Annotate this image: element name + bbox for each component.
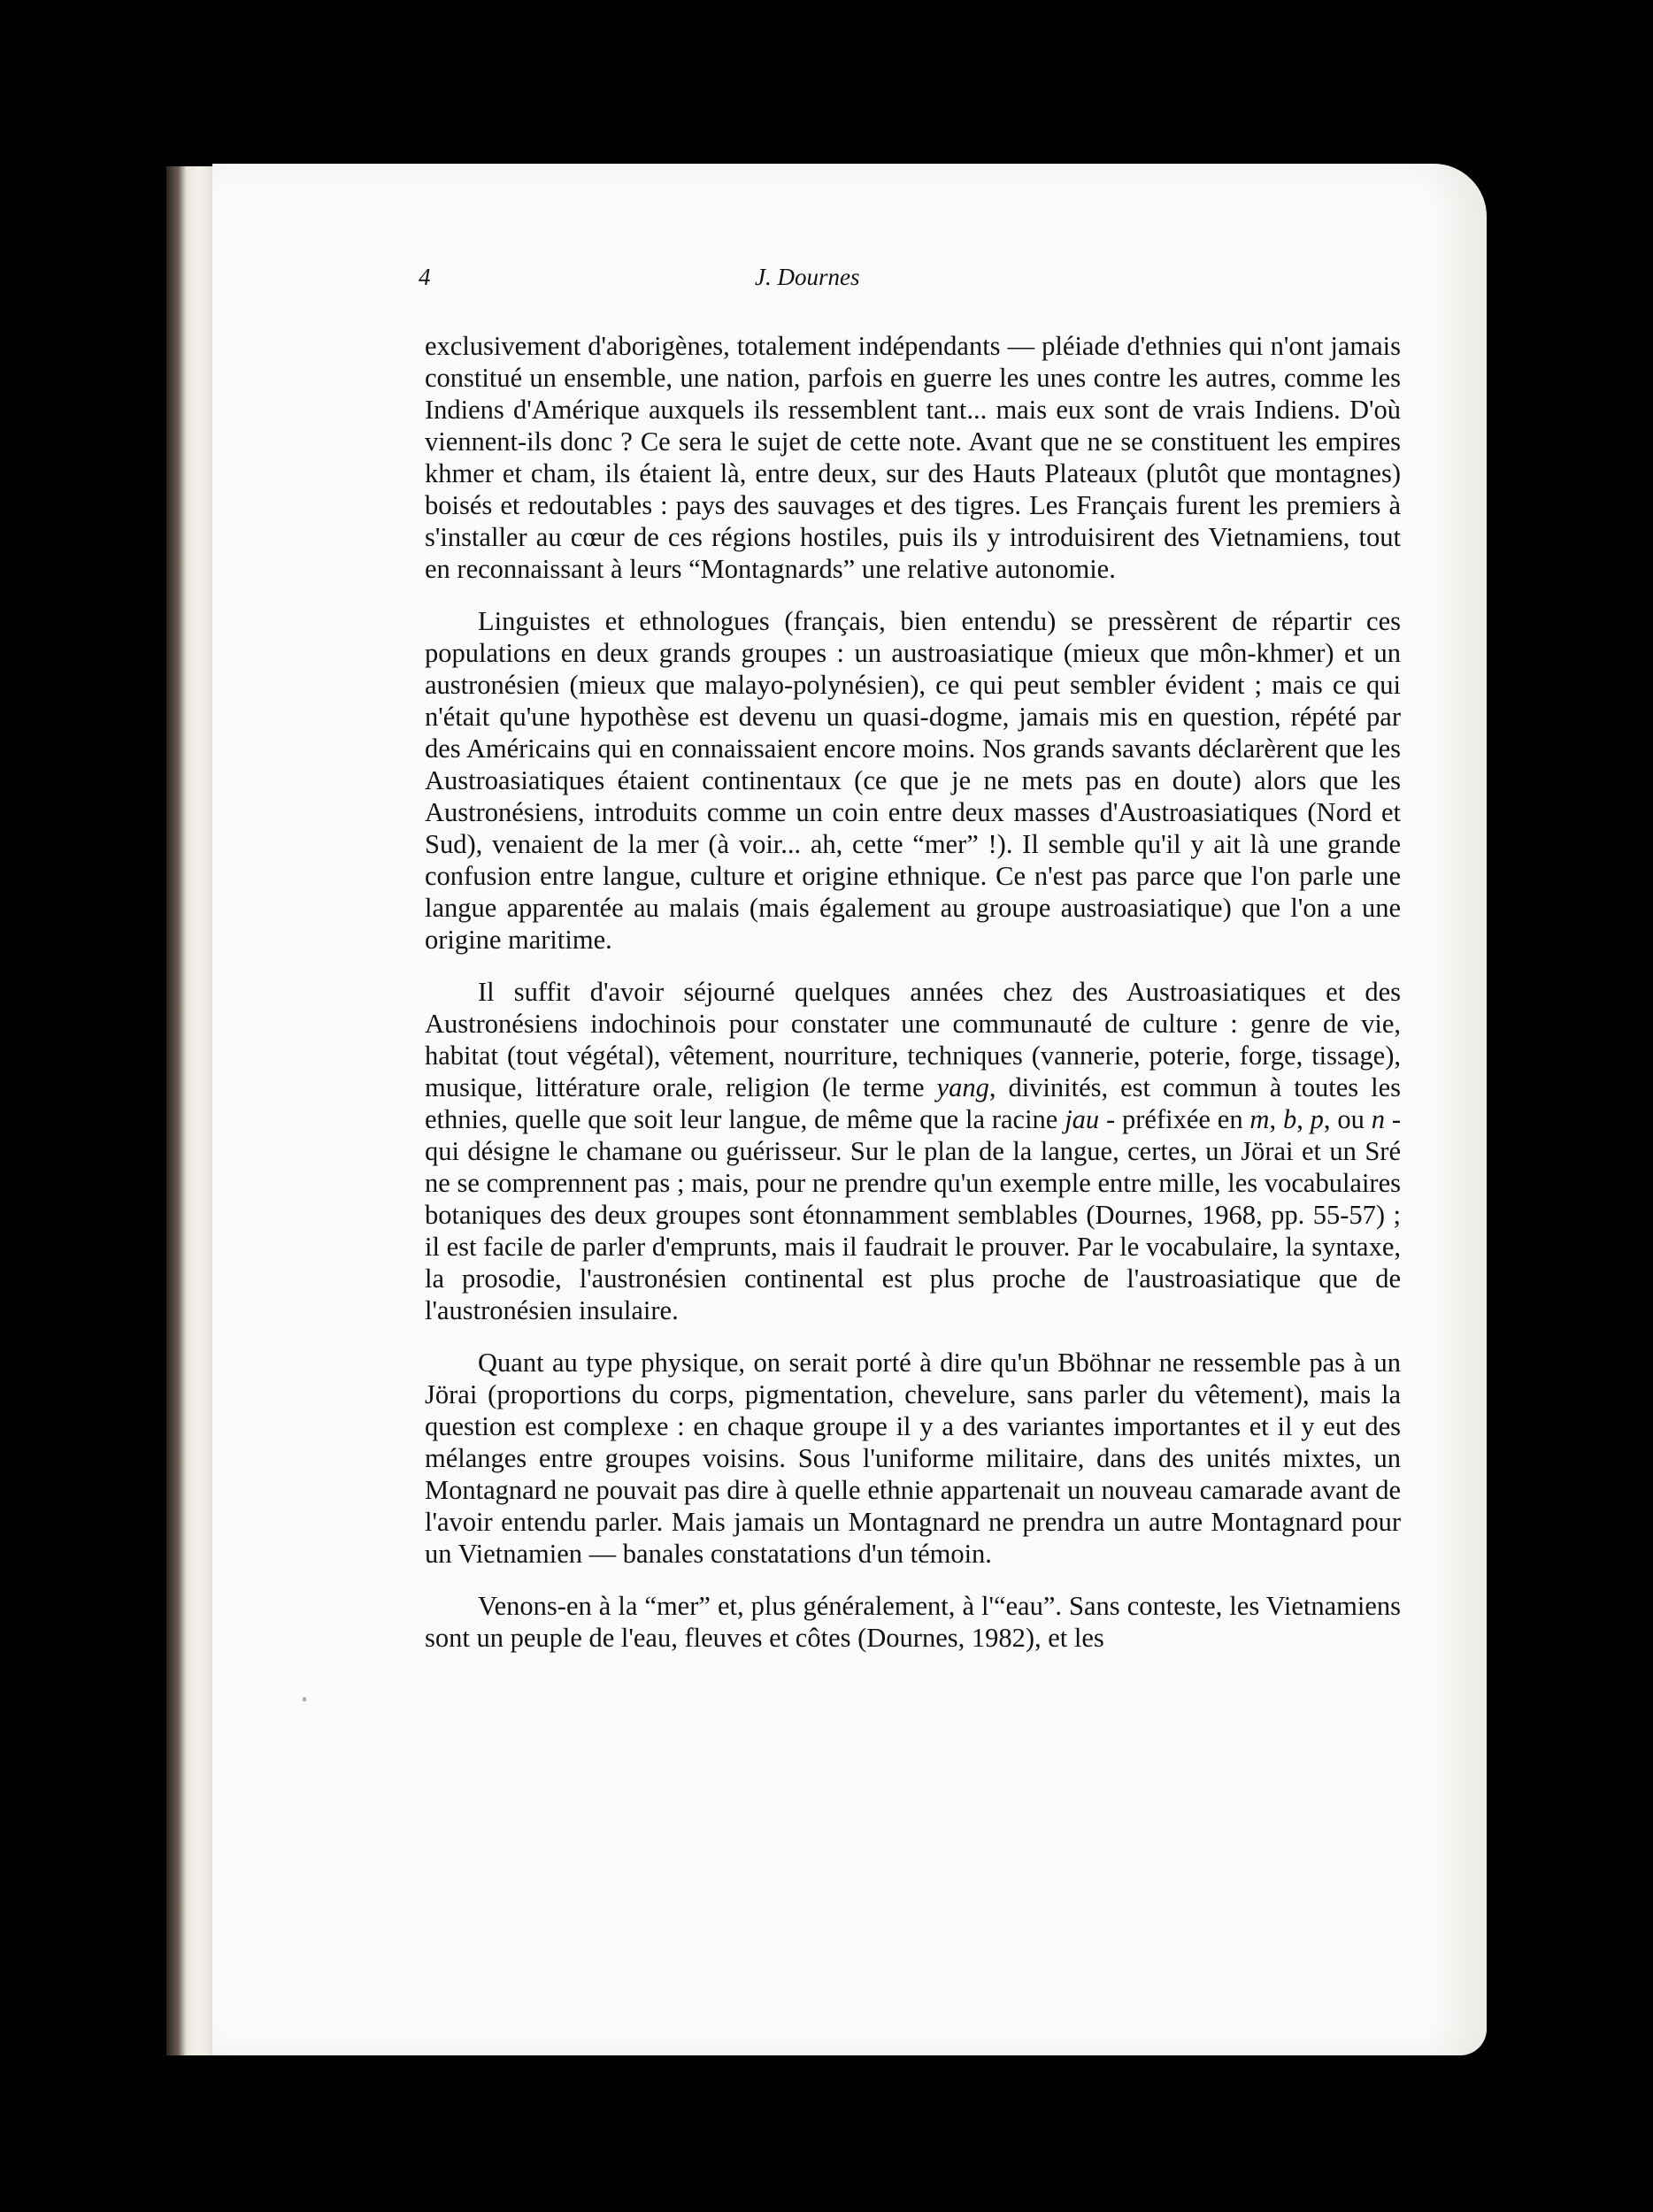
prefix-b: b bbox=[1282, 1104, 1297, 1134]
separator: , ou bbox=[1323, 1104, 1372, 1134]
paragraph-2: Linguistes et ethnologues (français, bien entendu) se pressèrent de répartir ces populations en deux grands groupes : un austroasiatique (mieux que môn-khmer) et un austronésien (mieux que malayo-polynésien), ce qui peut sembler évident ; mais ce qui n'était qu'une hypothèse est devenu un quasi-dogme, jamais mis en question, répété par des Américains qui en connaissaient encore moins. Nos grands savants déclarèrent que les Austroasiatiques étaient continentaux (ce que je ne mets pas en doute) alors que les Austronésiens, introduits comme un coin entre deux masses d'Austroasiatiques (Nord et Sud), venaient de la mer (à voir... ah, cette “mer” !). Il semble qu'il y ait là une grande confusion entre langue, culture et origine ethnique. Ce n'est pas parce que l'on parle une langue apparentée au malais (mais également au groupe austroasiatique) que l'on a une origine maritime. bbox=[425, 606, 1401, 955]
term-jau: jau bbox=[1065, 1104, 1100, 1134]
paragraph-4: Quant au type physique, on serait porté à dire qu'un Bböhnar ne ressemble pas à un Jörai (proportions du corps, pigmentation, chevelure, sans parler du vêtement), mais la question est complexe : en chaque groupe il y a des variantes importantes et il y eut des mélanges entre groupes voisins. Sous l'uniforme militaire, dans des unités mixtes, un Montagnard ne pouvait pas dire à quelle ethnie appartenait un nouveau camarade avant de l'avoir entendu parler. Mais jamais un Montagnard ne prendra un autre Montagnard pour un Vietnamien — banales constatations d'un témoin. bbox=[425, 1348, 1401, 1569]
term-yang: yang bbox=[936, 1072, 989, 1102]
prefix-m: m bbox=[1249, 1104, 1270, 1134]
paragraph-3-text-d: - qui désigne le chamane ou guérisseur. Sur le plan de la langue, certes, un Jörai et un Sré ne se comprennent pas ; mais, pour ne prendre qu'un exemple entre mille, les vocabulaires botaniques des deux groupes sont étonnamment semblables (Dournes, 1968, pp. 55-57) ; il est facile de parler d'emprunts, mais il faudrait le prouver. Par le vocabulaire, la syntaxe, la prosodie, l'austronésien continental est plus proche de l'austroasiatique que de l'austronésien insulaire. bbox=[425, 1104, 1402, 1325]
body-text bbox=[425, 330, 1401, 1654]
running-head-author: J. Dournes bbox=[755, 264, 860, 290]
separator: , bbox=[1296, 1104, 1311, 1134]
page-curl-shading bbox=[1425, 164, 1487, 2055]
paragraph-1: exclusivement d'aborigènes, totalement indépendants — pléiade d'ethnies qui n'ont jamais constitué un ensemble, une nation, parfois en guerre les unes contre les autres, comme les Indiens d'Amérique auxquels ils ressemblent tant... mais eux sont de vrais Indiens. D'où viennent-ils donc ? Ce sera le sujet de cette note. Avant que ne se constituent les empires khmer et cham, ils étaient là, entre deux, sur des Hauts Plateaux (plutôt que montagnes) boisés et redoutables : pays des sauvages et des tigres. Les Français furent les premiers à s'installer au cœur de ces régions hostiles, puis ils y introduisirent des Vietnamiens, tout en reconnaissant à leurs “Montagnards” une relative autonomie. bbox=[425, 331, 1401, 584]
dust-speck bbox=[303, 1697, 306, 1701]
page-number: 4 bbox=[419, 264, 431, 290]
paragraph-3 bbox=[425, 976, 1401, 1326]
paragraph-3-text-c: - préfixée en bbox=[1099, 1104, 1250, 1134]
book-page-edges bbox=[166, 166, 219, 2055]
prefix-p: p bbox=[1310, 1104, 1324, 1134]
paragraph-3-text-b: , divinités, est commun à toutes les ethnies, quelle que soit leur langue, de même que la racine bbox=[425, 1072, 1401, 1134]
paragraph-5: Venons-en à la “mer” et, plus généralement, à l'“eau”. Sans conteste, les Vietnamiens sont un peuple de l'eau, fleuves et côtes (Dournes, 1982), et les bbox=[425, 1591, 1401, 1653]
running-head bbox=[0, 264, 1653, 299]
paragraph-3-text-a: Il suffit d'avoir séjourné quelques années chez des Austroasiatiques et des Austronésiens indochinois pour constater une communauté de culture : genre de vie, habitat (tout végétal), vêtement, nourriture, techniques (vannerie, poterie, forge, tissage), musique, littérature orale, religion (le terme bbox=[425, 977, 1401, 1102]
separator: , bbox=[1269, 1104, 1283, 1134]
prefix-n: n bbox=[1371, 1104, 1385, 1134]
